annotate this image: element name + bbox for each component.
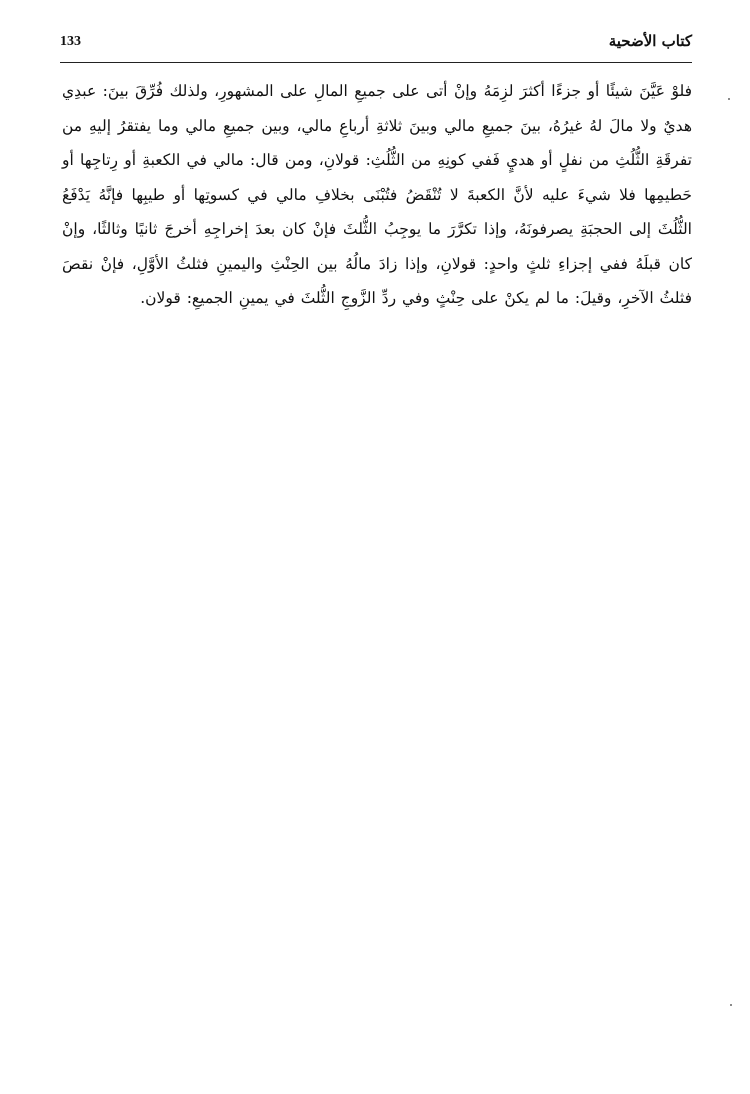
scan-speck — [730, 1004, 732, 1006]
paragraph: فلوْ عَيَّنَ شيئًا أو جزءًا أكثرَ لزِمَهُ وإنْ أتى على جميعِ المالِ على المشهورِ، ولذلك فُرِّقَ بينَ: عبدِي هديٌ ولا مالَ لهُ غيرُهُ، بينَ جميعِ مالي وبينَ ثلاثةِ أرباعِ مالي، وبين جميعِ مالي وما يفتقرُ إليهِ من تفرقَةِ الثُّلُثِ من نفلٍ أو هديٍ فَفي كونِهِ من الثُّلُثِ: قولانِ، ومن قال: مالي في الكعبةِ أو رِتاجِها أو حَطيمِها فلا شيءَ عليه لأنَّ الكعبةَ لا تُنْقَضُ فتُبْنَى بخلافِ مالي في كسوتِها أو طيبِها فإنَّهُ يَدْفَعُ الثُّلُثَ إلى الحجبَةِ يصرفونَهُ، وإذا تكرَّرَ ما يوجِبُ الثُّلثَ فإنْ كان بعدَ إخراجِهِ أخرجَ ثانيًا وثالثًا، وإنْ كان قبلَهُ ففي إجزاءِ ثلثٍ واحدٍ: قولانِ، وإذا زادَ مالُهُ بين الحِنْثِ واليمينِ فثلثُ الأوَّلِ، فإنْ نقصَ فثلثُ الآخرِ، وقيلَ: ما لم يكنْ على حِنْثٍ وفي ردِّ الزَّوجِ الثُّلثَ في يمينِ الجميعِ: قولان. — [62, 82, 692, 307]
scan-speck — [728, 98, 730, 100]
running-header — [60, 28, 692, 58]
header-divider — [60, 62, 692, 63]
chapter-title: كتاب الأضحية — [608, 32, 692, 50]
body-text — [62, 74, 692, 316]
page-number: 133 — [60, 34, 81, 49]
